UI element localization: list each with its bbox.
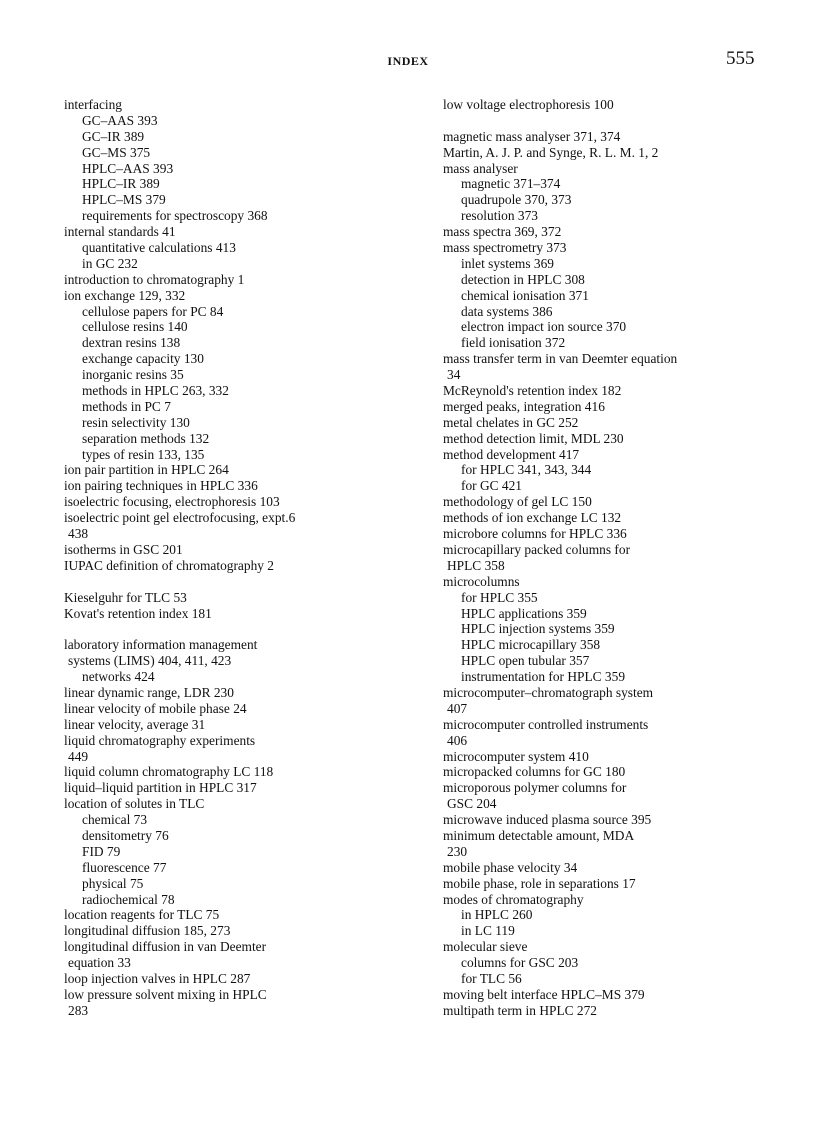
index-subentry: types of resin 133, 135 (82, 446, 205, 462)
index-subentry: networks 424 (82, 669, 155, 685)
index-entry-continuation: 438 (68, 526, 89, 542)
index-subentry: in HPLC 260 (461, 907, 533, 923)
index-subentry: detection in HPLC 308 (461, 271, 585, 287)
index-subentry: GC–MS 375 (82, 144, 151, 160)
index-entry: isotherms in GSC 201 (64, 541, 183, 557)
index-subentry: inorganic resins 35 (82, 367, 184, 383)
index-entry: linear velocity of mobile phase 24 (64, 700, 247, 716)
index-subentry: fluorescence 77 (82, 859, 167, 875)
index-entry: liquid chromatography experiments (64, 732, 256, 748)
index-entry: internal standards 41 (64, 224, 176, 240)
index-subentry: instrumentation for HPLC 359 (461, 669, 626, 685)
index-subentry: HPLC microcapillary 358 (461, 637, 601, 653)
index-subentry: FID 79 (82, 843, 121, 859)
index-entry-continuation: 283 (68, 1002, 89, 1018)
index-entry: microwave induced plasma source 395 (443, 812, 652, 828)
index-entry: introduction to chromatography 1 (64, 271, 245, 287)
index-entry: mass spectrometry 373 (443, 240, 567, 256)
index-entry-continuation: GSC 204 (447, 796, 497, 812)
index-entry-continuation: 230 (447, 843, 468, 859)
index-subentry: for HPLC 341, 343, 344 (461, 462, 592, 478)
index-entry: loop injection valves in HPLC 287 (64, 970, 251, 986)
index-entry: mass transfer term in van Deemter equation (443, 351, 678, 367)
index-subentry: for GC 421 (461, 478, 522, 494)
index-subentry: GC–IR 389 (82, 128, 145, 144)
index-entry: minimum detectable amount, MDA (443, 827, 635, 843)
index-entry: ion exchange 129, 332 (64, 287, 186, 303)
index-entry: merged peaks, integration 416 (443, 398, 605, 414)
index-subentry: for TLC 56 (461, 970, 522, 986)
index-entry: method development 417 (443, 446, 580, 462)
index-subentry: methods in HPLC 263, 332 (82, 383, 229, 399)
index-subentry: quadrupole 370, 373 (461, 192, 572, 208)
index-subentry: data systems 386 (461, 303, 553, 319)
index-entry: microcapillary packed columns for (443, 541, 631, 557)
index-entry-continuation: 406 (447, 732, 468, 748)
index-column-right (443, 97, 778, 1019)
index-entry-continuation: 449 (68, 748, 89, 764)
index-entry: microcomputer controlled instruments (443, 716, 649, 732)
index-subentry: radiochemical 78 (82, 891, 175, 907)
index-subentry: magnetic 371–374 (461, 176, 561, 192)
index-entry-continuation: 407 (447, 700, 468, 716)
index-entry: low voltage electrophoresis 100 (443, 97, 614, 112)
index-entry: longitudinal diffusion 185, 273 (64, 923, 231, 939)
index-subentry: chemical 73 (82, 812, 148, 828)
index-subentry: HPLC applications 359 (461, 605, 587, 621)
index-entry: mass spectra 369, 372 (443, 224, 562, 240)
index-entry: location reagents for TLC 75 (64, 907, 220, 923)
index-entry: interfacing (64, 97, 122, 112)
section-gap (443, 113, 778, 129)
index-subentry: in LC 119 (461, 923, 515, 939)
index-subentry: physical 75 (82, 875, 144, 891)
index-subentry: electron impact ion source 370 (461, 319, 627, 335)
running-header: INDEX (387, 54, 429, 68)
index-entry: mass analyser (443, 160, 518, 176)
index-entry: mobile phase, role in separations 17 (443, 875, 636, 891)
index-subentry: GC–AAS 393 (82, 112, 158, 128)
index-subentry: in GC 232 (82, 255, 138, 271)
index-entry: ion pairing techniques in HPLC 336 (64, 478, 258, 494)
index-entry: IUPAC definition of chromatography 2 (64, 557, 275, 573)
index-subentry: separation methods 132 (82, 430, 210, 446)
index-entry: magnetic mass analyser 371, 374 (443, 128, 621, 144)
index-subentry: dextran resins 138 (82, 335, 181, 351)
index-entry-continuation: systems (LIMS) 404, 411, 423 (68, 653, 232, 669)
index-entry: linear velocity, average 31 (64, 716, 206, 732)
index-entry: laboratory information management (64, 637, 258, 653)
index-entry: Kieselguhr for TLC 53 (64, 589, 187, 605)
index-entry: micropacked columns for GC 180 (443, 764, 626, 780)
index-entry: location of solutes in TLC (64, 796, 205, 812)
index-subentry: resin selectivity 130 (82, 414, 190, 430)
index-subentry: HPLC–IR 389 (82, 176, 160, 192)
index-entry: metal chelates in GC 252 (443, 414, 579, 430)
index-entry: methodology of gel LC 150 (443, 494, 592, 510)
index-subentry: cellulose resins 140 (82, 319, 188, 335)
index-entry: microporous polymer columns for (443, 780, 627, 796)
index-entry: moving belt interface HPLC–MS 379 (443, 986, 645, 1002)
index-entry: Martin, A. J. P. and Synge, R. L. M. 1, 2 (443, 144, 659, 160)
index-entry: Kovat's retention index 181 (64, 605, 212, 621)
index-entry: microcomputer system 410 (443, 748, 589, 764)
section-gap (64, 574, 429, 590)
index-subentry: columns for GSC 203 (461, 955, 579, 971)
index-entry-continuation: equation 33 (68, 955, 131, 971)
index-subentry: for HPLC 355 (461, 589, 538, 605)
index-entry: liquid column chromatography LC 118 (64, 764, 274, 780)
index-entry: microcolumns (443, 573, 520, 589)
index-entry: low pressure solvent mixing in HPLC (64, 986, 267, 1002)
page-number: 555 (726, 48, 755, 69)
index-entry: microbore columns for HPLC 336 (443, 526, 627, 542)
index-entry: isoelectric point gel electrofocusing, expt.6 (64, 510, 296, 526)
index-entry: McReynold's retention index 182 (443, 383, 622, 399)
index-subentry: field ionisation 372 (461, 335, 566, 351)
index-subentry: requirements for spectroscopy 368 (82, 208, 268, 224)
section-gap (64, 621, 429, 637)
index-subentry: resolution 373 (461, 208, 538, 224)
index-subentry: methods in PC 7 (82, 398, 171, 414)
index-entry: isoelectric focusing, electrophoresis 103 (64, 494, 280, 510)
index-subentry: cellulose papers for PC 84 (82, 303, 224, 319)
index-entry: microcomputer–chromatograph system (443, 684, 654, 700)
index-subentry: HPLC injection systems 359 (461, 621, 615, 637)
index-subentry: exchange capacity 130 (82, 351, 204, 367)
index-subentry: quantitative calculations 413 (82, 240, 236, 256)
index-entry: molecular sieve (443, 939, 528, 955)
index-entry-continuation: 34 (447, 367, 461, 383)
index-subentry: HPLC open tubular 357 (461, 653, 590, 669)
index-entry: linear dynamic range, LDR 230 (64, 684, 234, 700)
index-entry: methods of ion exchange LC 132 (443, 510, 622, 526)
index-subentry: densitometry 76 (82, 827, 169, 843)
index-subentry: chemical ionisation 371 (461, 287, 589, 303)
index-entry: longitudinal diffusion in van Deemter (64, 939, 267, 955)
index-subentry: inlet systems 369 (461, 255, 554, 271)
index-entry: method detection limit, MDL 230 (443, 430, 624, 446)
index-entry: modes of chromatography (443, 891, 584, 907)
index-entry: mobile phase velocity 34 (443, 859, 578, 875)
index-entry: liquid–liquid partition in HPLC 317 (64, 780, 257, 796)
index-entry-continuation: HPLC 358 (447, 557, 505, 573)
index-column-left (64, 97, 429, 1019)
index-subentry: HPLC–MS 379 (82, 192, 166, 208)
index-entry: multipath term in HPLC 272 (443, 1002, 597, 1018)
index-subentry: HPLC–AAS 393 (82, 160, 174, 176)
index-entry: ion pair partition in HPLC 264 (64, 462, 229, 478)
